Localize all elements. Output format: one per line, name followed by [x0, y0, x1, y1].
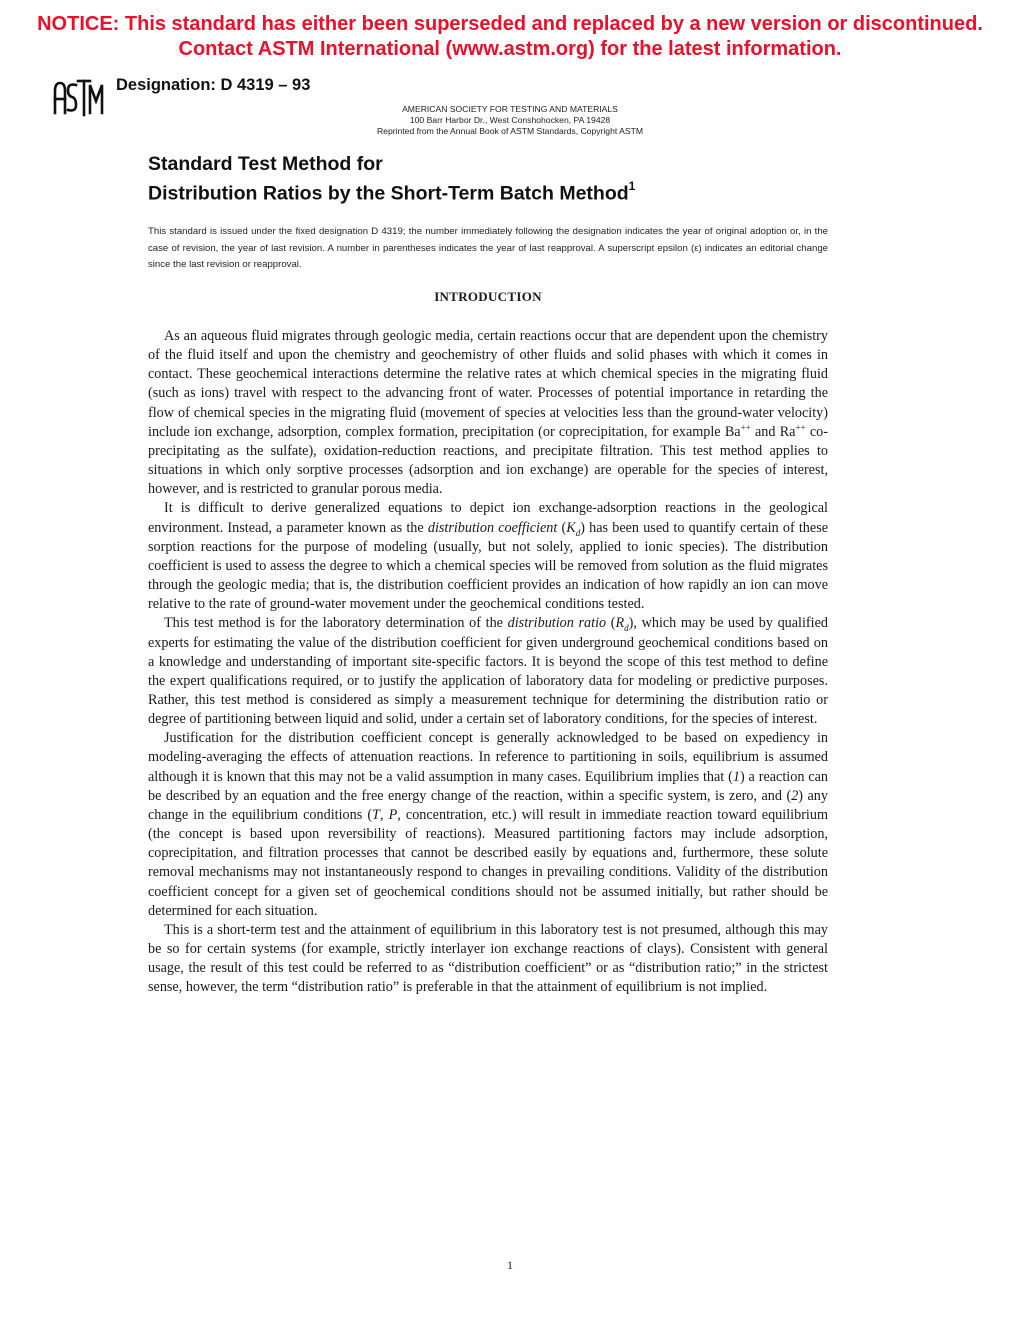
intro-paragraph-2: It is difficult to derive generalized equations to depict ion exchange-adsorption reactions in the geological environment. Instead, a parameter known as the distribution coefficient $(K_d)$ has been used to quantify certain of these sorption reactions for the purpose of modeling (usually, but not solely, applied to ionic species). The distribution coefficient is used to assess the degree to which a chemical species will be removed from solution as the fluid migrates through the geologic media; that is, the distribution coefficient provides an indication of how rapidly an ion can move relative to the rate of ground-water movement under the geochemical conditions tested.	[148, 500, 829, 613]
reprint-note: Reprinted from the Annual Book of ASTM Standards, Copyright ASTM	[376, 126, 644, 136]
title-footnote-mark: 1	[628, 179, 636, 193]
issuance-note: This standard is issued under the fixed designation D 4319; the number immediately following the designation indicates the year of original adoption or, in the case of revision, the year of last revision. A number in parentheses indicates the year of last reapproval. A superscript epsilon (ε) indicates an editorial change since the last revision or reapproval.	[148, 226, 828, 270]
designation: Designation: D 4319 – 93	[116, 76, 311, 94]
title-main: Distribution Ratios by the Short-Term Batch Method	[148, 182, 629, 205]
publisher-address: 100 Barr Harbor Dr., West Conshohocken, PA 19428	[409, 115, 611, 125]
title-line-1: Standard Test Method for	[148, 153, 383, 175]
notice-line-2: Contact ASTM International (www.astm.org) for the latest information.	[178, 38, 842, 60]
introduction-heading: INTRODUCTION	[434, 289, 542, 304]
title-line-2	[148, 176, 848, 206]
intro-paragraph-3: This test method is for the laboratory determination of the distribution ratio $(R_d)$, which may be used by qualified experts for estimating the value of the distribution coefficient for given underground geochemical conditions based on a knowledge and understanding of important site-specific factors. It is beyond the scope of this test method to define the expert qualifications required, or to justify the application of laboratory data for modeling or predictive purposes. Rather, this test method is considered as simply a measurement technique for determining the distribution ratio or degree of partitioning between liquid and solid, under a certain set of laboratory conditions, for the species of interest.	[148, 615, 828, 728]
publisher-block	[300, 104, 720, 137]
intro-paragraph-1: As an aqueous fluid migrates through geologic media, certain reactions occur that are dependent upon the chemistry of the fluid itself and upon the chemistry and geochemistry of other fluids and solid phases with which it comes in contact. These geochemical interactions determine the relative rates at which chemical species in the migrating fluid (such as ions) travel with respect to the advancing front of water. Processes of potential importance in retarding the flow of chemical species in the migrating fluid (movement of species at velocities less than the ground-water velocity) include ion exchange, adsorption, complex formation, precipitation (or coprecipitation, for example Ba++ and Ra++ co-precipitating as the sulfate), oxidation-reduction reactions, and precipitate filtration. This test method applies to situations in which only sorptive processes (adsorption and ion exchange) are operable for the species of interest, however, and is restricted to granular porous media.	[148, 328, 828, 498]
title-block	[148, 152, 848, 206]
page-number: 1	[507, 1258, 513, 1272]
supersession-notice	[0, 12, 1020, 62]
notice-line-1: NOTICE: This standard has either been superseded and replaced by a new version or discontinued.	[37, 13, 983, 35]
introduction-body	[148, 327, 828, 997]
publisher-name: AMERICAN SOCIETY FOR TESTING AND MATERIALS	[402, 104, 618, 114]
astm-logo-icon	[52, 77, 104, 117]
intro-paragraph-5: This is a short-term test and the attainment of equilibrium in this laboratory test is not presumed, although this may be so for certain systems (for example, strictly interlayer ion exchange reactions of clays). Consistent with general usage, the result of this test could be referred to as “distribution coefficient” or as “distribution ratio;” in the strictest sense, however, the term “distribution ratio” is preferable in that the attainment of equilibrium is not implied.	[148, 921, 828, 996]
intro-paragraph-4: Justification for the distribution coefficient concept is generally acknowledged to be based on expediency in modeling-averaging the effects of attenuation reactions. In reference to partitioning in soils, equilibrium is assumed although it is known that this may not be a valid assumption in many cases. Equilibrium implies that (1) a reaction can be described by an equation and the free energy change of the reaction, within a specific system, is zero, and (2) any change in the equilibrium conditions (T, P, concentration, etc.) will result in immediate reaction toward equilibrium (the concept is based upon reversibility of reactions). Measured partitioning factors may include adsorption, coprecipitation, and filtration processes that cannot be described easily by equations and, furthermore, these solute removal mechanisms may not instantaneously respond to changes in prevailing conditions. Validity of the distribution coefficient concept for a given set of geochemical conditions should not be assumed initially, but rather should be determined for each situation.	[148, 730, 828, 919]
